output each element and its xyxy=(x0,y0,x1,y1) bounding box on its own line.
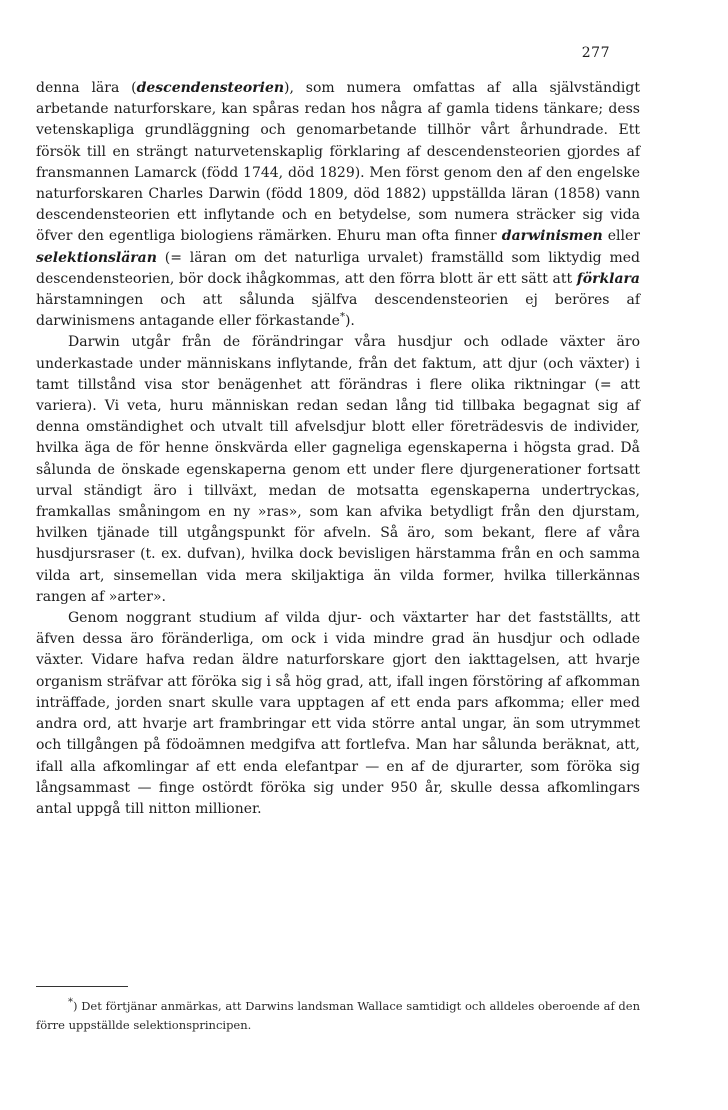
term-forklara: förklara xyxy=(576,270,640,287)
term-descendensteorien: descendensteorien xyxy=(136,80,285,96)
footnote-reference: * xyxy=(339,311,345,323)
text-run: härstamningen och att sålunda själfva descendensteorien ej beröres af darwinismens antagande eller förkastande xyxy=(36,292,640,330)
text-run: (= läran om det naturliga urvalet) framställd som liktydig med descendensteorien, bör dock ihågkommas, att den förra blott är ett sätt att xyxy=(36,249,640,287)
text-run: ). xyxy=(344,313,355,330)
text-run: ), som numera omfattas af alla självständigt arbetande naturforskare, kan spåras redan hos några af gamla tidens tänkare; dess vetenskapliga grundläggning och genomarbetande tillhör vårt århundrade. Ett försök till en strängt naturvetenskaplig förklaring af descendensteorien gjordes af fransmannen Lamarck (född 1744, död 1829). Men först genom den af den engelske naturforskaren Charles Darwin (född 1809, död 1882) uppställda läran (1858) vann descendensteorien ett inflytande och en betydelse, som numera sträcker sig vida öfver den egentliga biologiens rämärken. Ehuru man ofta finner xyxy=(36,80,640,245)
term-selektionslaran: selektionsläran xyxy=(36,249,157,266)
text-run: eller xyxy=(602,228,640,245)
term-darwinismen: darwinismen xyxy=(501,228,603,245)
page-number: 277 xyxy=(581,45,610,61)
paragraph-2: Darwin utgår från de förändringar våra husdjur och odlade växter äro underkastade under människans inflytande, från det faktum, att djur (och växter) i tamt tillstånd visa stor benägenhet att förändras i flere olika riktningar (= att variera). Vi veta, huru människan redan sedan lång tid tillbaka begagnat sig af denna omständighet och utvalt till afvelsdjur blott eller företrädesvis de individer, hvilka äga de för henne önskvärda eller gagneliga egenskaperna i högsta grad. Då sålunda de önskade egenskaperna genom ett under flere djurgenerationer fortsatt urval ständigt äro i tillväxt, medan de motsatta egenskaperna undertryckas, framkallas småningom en ny »ras», som kan afvika betydligt från den djurstam, hvilken tjänade till utgångspunkt för afveln. Så äro, som bekant, flere af våra husdjursraser (t. ex. dufvan), hvilka dock bevisligen härstamma från en och samma vilda art, sinsemellan vida mera skiljaktiga än vilda former, hvilka tillerkännas rangen af »arter». xyxy=(36,334,640,605)
body-text xyxy=(36,78,640,820)
paragraph-1 xyxy=(36,78,640,332)
footnote-divider xyxy=(36,986,128,987)
footnote-text: ) Det förtjänar anmärkas, att Darwins landsman Wallace samtidigt och alldeles oberoende af den förre uppställde selektionsprincipen. xyxy=(36,999,640,1032)
paragraph-3: Genom noggrant studium af vilda djur- och växtarter har det fastställts, att äfven dessa äro föränderliga, om ock i vida mindre grad än husdjur och odlade växter. Vidare hafva redan äldre naturforskare gjort den iakttagelsen, att hvarje organism sträfvar att föröka sig i så hög grad, att, ifall ingen förstöring af afkomman inträffade, jorden snart skulle vara upptagen af ett enda pars afkomma; eller med andra ord, att hvarje art frambringar ett vida större antal ungar, än som utrymmet och tillgången på födoämnen medgifva att fortlefva. Man har sålunda beräknat, att, ifall alla afkomlingar af ett enda elefantpar — en af de djurarter, som föröka sig långsammast — finge ostördt föröka sig under 950 år, skulle dessa afkomlingars antal uppgå till nitton millioner. xyxy=(36,610,640,817)
footnote-marker: * xyxy=(68,997,73,1009)
text-run: denna lära ( xyxy=(36,80,137,96)
footnote xyxy=(36,997,640,1035)
